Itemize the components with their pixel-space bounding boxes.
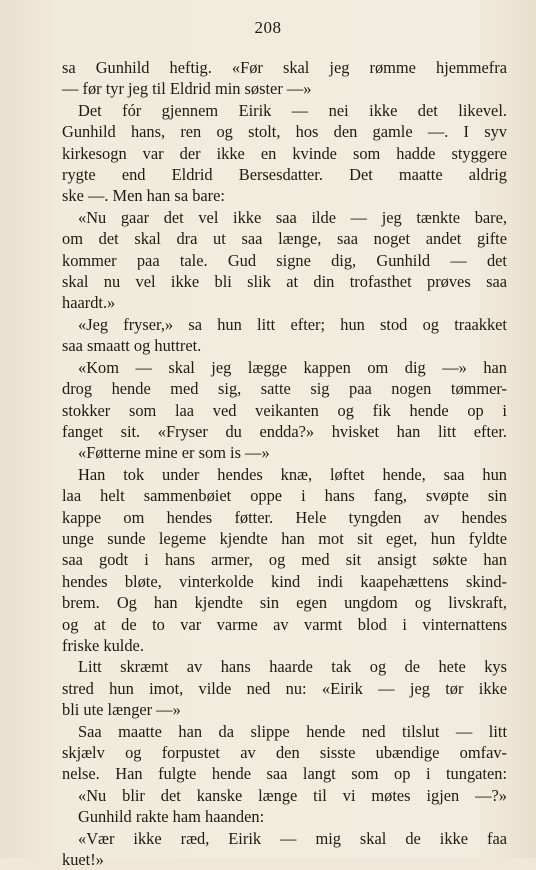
text-line: Litt skræmt av hans haarde tak og de hete kys [78, 657, 507, 677]
text-line: skjælv og forpustet av den sisste ubændige omfav- [62, 743, 507, 762]
text-line: bli ute længer —» [62, 700, 181, 720]
text-line: hendes bløte, vinterkolde kind indi kaapehættens skind- [62, 571, 507, 591]
text-line: og at de to var varme av varmt blod i vinternattens [62, 614, 507, 634]
text-line: kommer paa tale. Gud signe dig, Gunhild — det [62, 250, 507, 270]
text-line: brem. Og han kjendte sin egen ungdom og livskraft, [62, 593, 507, 613]
text-line: «Føtterne mine er som is —» [78, 443, 270, 463]
text-line: skal nu vel ikke bli slik at din trofasthet prøves saa [62, 272, 507, 292]
text-line: om det skal dra ut saa længe, saa noget andet gifte [62, 229, 507, 249]
text-line: stred hun imot, vilde ned nu: «Eirik — jeg tør ikke [62, 678, 507, 698]
text-line: unge sunde legeme kjendte han mot sit eget, hun fyldte [62, 528, 507, 548]
text-line: saa godt i hans armer, og med sit ansigt søkte han [62, 550, 507, 570]
text-line: Gunhild hans, ren og stolt, hos den gamle —. I syv [62, 122, 507, 142]
text-line: fanget sit. «Fryser du endda?» hvisket han litt efter. [62, 421, 507, 441]
text-line: rygte end Eldrid Bersesdatter. Det maatte aldrig [62, 165, 507, 185]
text-line: drog hende med sig, satte sig paa nogen tømmer- [62, 379, 507, 399]
text-line: «Kom — skal jeg lægge kappen om dig —» han [78, 357, 507, 377]
body-text [62, 57, 507, 870]
text-line: kirkesogn var der ikke en kvinde som hadde styggere [62, 143, 507, 163]
text-line: «Vær ikke ræd, Eirik — mig skal de ikke faa [78, 828, 507, 848]
text-line: saa smaatt og huttret. [62, 336, 202, 356]
page-number: 208 [254, 18, 282, 37]
text-line: sa Gunhild heftig. «Før skal jeg rømme hjemmefra [62, 58, 507, 77]
text-line: Han tok under hendes knæ, løftet hende, saa hun [78, 464, 507, 484]
text-line: kappe om hendes føtter. Hele tyngden av hendes [62, 507, 507, 527]
text-line: friske kulde. [62, 635, 144, 655]
text-line: ske —. Men han sa bare: [62, 186, 225, 206]
text-line: «Nu blir det kanske længe til vi møtes igjen —?» [78, 785, 507, 805]
text-line: — før tyr jeg til Eldrid min søster —» [62, 79, 312, 99]
text-line: laa helt sammenbøiet oppe i hans fang, svøpte sin [62, 486, 507, 506]
text-line: stokker som laa ved veikanten og fik hende op i [62, 400, 507, 420]
text-line: Saa maatte han da slippe hende ned tilslut — litt [78, 721, 507, 741]
text-line: nelse. Han fulgte hende saa langt som op i tungaten: [62, 764, 507, 784]
text-line: kuet!» [62, 850, 104, 870]
text-line: «Jeg fryser,» sa hun litt efter; hun stod og traakket [78, 314, 507, 334]
text-line: haardt.» [62, 293, 116, 313]
text-line: Gunhild rakte ham haanden: [78, 807, 265, 827]
text-line: «Nu gaar det vel ikke saa ilde — jeg tænkte bare, [78, 207, 507, 227]
text-line: Det fór gjennem Eirik — nei ikke det likevel. [78, 100, 507, 120]
